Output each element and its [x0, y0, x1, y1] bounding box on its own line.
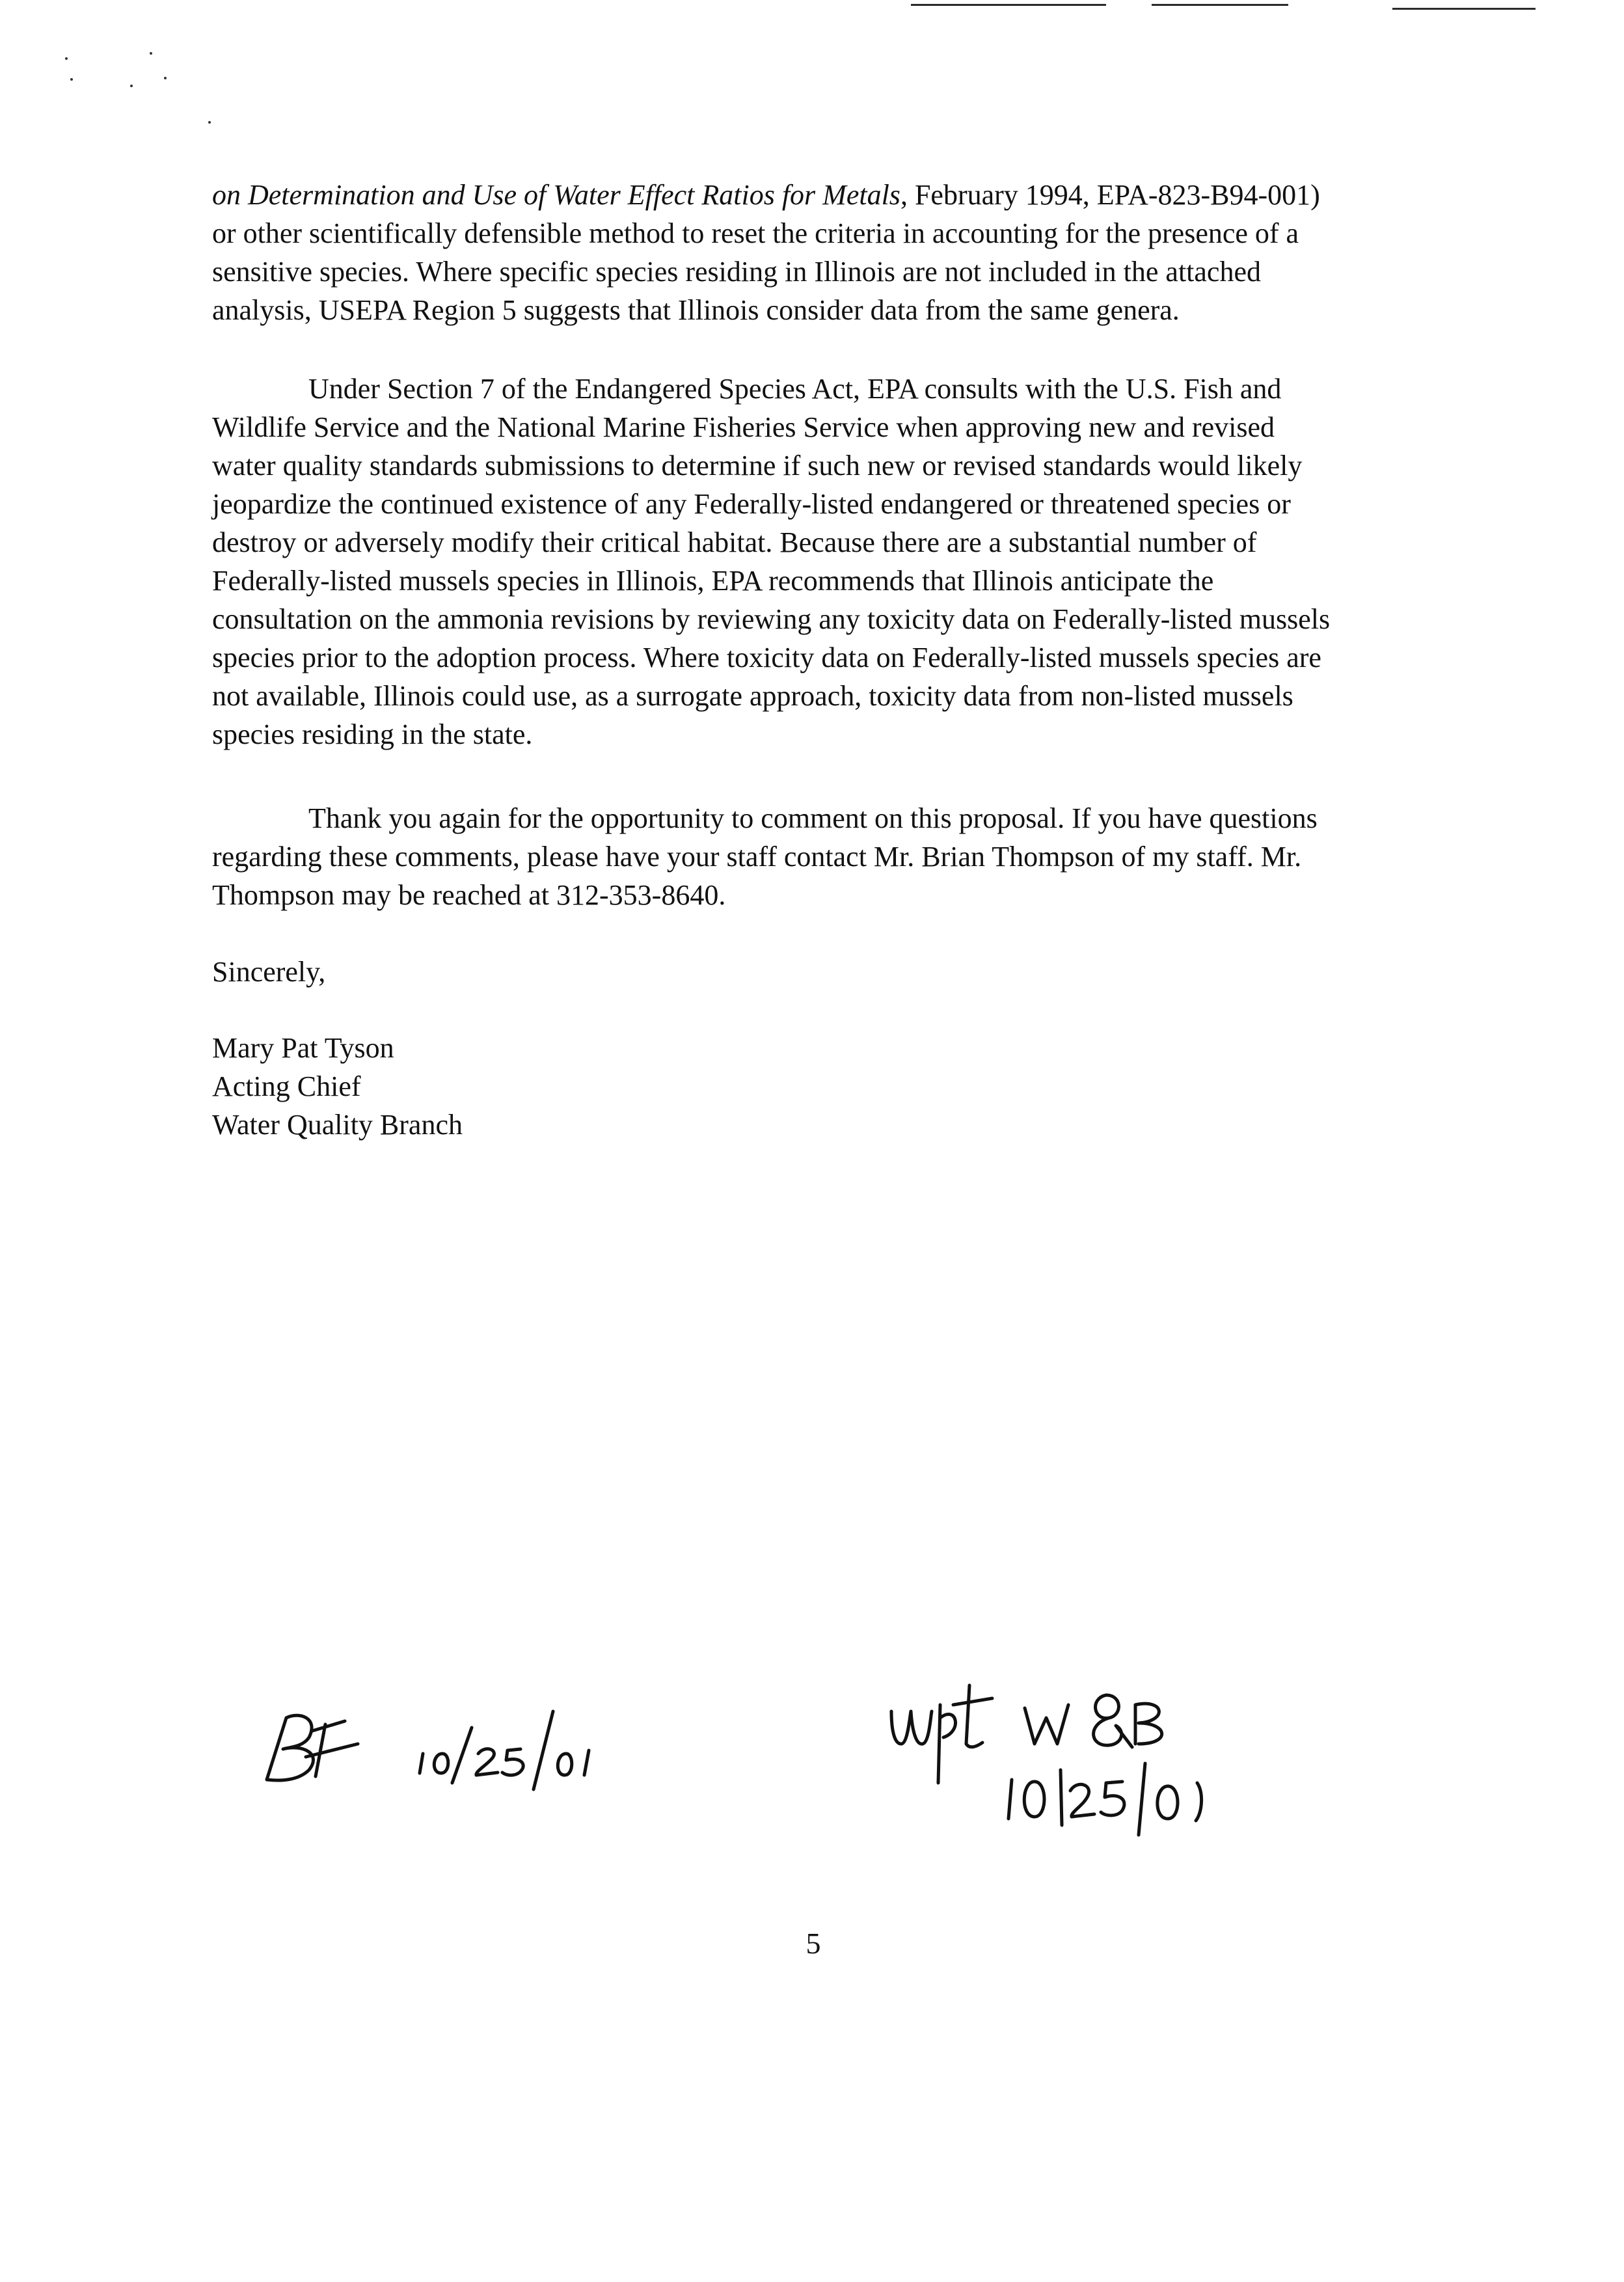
handwriting-stroke: [938, 1705, 956, 1783]
handwriting-stroke: [476, 1749, 498, 1775]
scan-speck: [164, 77, 167, 79]
handwriting-stroke: [1094, 1695, 1132, 1747]
page-number: 5: [805, 1927, 821, 1960]
signatory-title: Acting Chief: [212, 1070, 361, 1102]
closing-salutation: Sincerely,: [212, 956, 326, 988]
scan-speck: [70, 78, 73, 81]
handwriting-stroke: [1024, 1782, 1044, 1817]
handwriting-stroke: [420, 1754, 423, 1773]
handwriting-stroke: [558, 1754, 571, 1775]
paragraph-2-line: species residing in the state.: [212, 718, 533, 750]
signatory-branch: Water Quality Branch: [212, 1109, 463, 1141]
signatory-name: Mary Pat Tyson: [212, 1032, 394, 1064]
paragraph-3-line: Thank you again for the opportunity to comment on this proposal. If you have questions: [308, 802, 1318, 834]
scan-artifact-rule: [911, 4, 1106, 6]
paragraph-3-line: regarding these comments, please have your staff contact Mr. Brian Thompson of my staff. Mr.: [212, 841, 1302, 873]
paragraph-2-line: Wildlife Service and the National Marine Fisheries Service when approving new and revised: [212, 411, 1275, 443]
handwriting-stroke: [434, 1754, 448, 1773]
paragraph-1-line-4: analysis, USEPA Region 5 suggests that Illinois consider data from the same genera.: [212, 294, 1180, 326]
handwriting-stroke: [1196, 1783, 1202, 1821]
handwriting-stroke: [1061, 1770, 1062, 1825]
paragraph-3-line: Thompson may be reached at 312-353-8640.: [212, 879, 726, 911]
handwriting-stroke: [267, 1715, 313, 1780]
citation-rest: , February 1994, EPA-823-B94-001): [900, 179, 1320, 211]
scan-artifact-rule: [1152, 4, 1288, 6]
handwriting-stroke: [953, 1685, 992, 1747]
handwriting-stroke: [584, 1750, 589, 1775]
scan-speck: [130, 85, 133, 87]
handwriting-stroke: [534, 1711, 553, 1789]
handwriting-stroke: [306, 1721, 358, 1776]
handwriting-stroke: [1135, 1704, 1162, 1744]
handwritten-initials-right: [878, 1672, 1282, 1841]
scan-artifact-rule: [1392, 8, 1536, 10]
paragraph-1-line-1: [212, 176, 1500, 214]
handwriting-stroke: [452, 1728, 472, 1783]
paragraph-2-line: jeopardize the continued existence of any Federally-listed endangered or threatened species or: [212, 488, 1291, 520]
paragraph-3: [212, 799, 1500, 914]
handwriting-stroke: [1101, 1782, 1124, 1815]
paragraph-2-line: species prior to the adoption process. Where toxicity data on Federally-listed mussels species are: [212, 642, 1321, 673]
handwriting-stroke: [1070, 1784, 1094, 1817]
handwriting-stroke: [502, 1749, 523, 1775]
scan-speck: [150, 52, 152, 55]
paragraph-1-line-3: sensitive species. Where specific species residing in Illinois are not included in the attached: [212, 256, 1261, 288]
paragraph-1: [212, 176, 1500, 329]
closing: [212, 953, 1500, 991]
handwriting-stroke: [891, 1711, 932, 1744]
paragraph-1-line-2: or other scientifically defensible method to reset the criteria in accounting for the presence of a: [212, 217, 1299, 249]
paragraph-2-line: consultation on the ammonia revisions by reviewing any toxicity data on Federally-listed mussels: [212, 603, 1331, 635]
paragraph-2-line: destroy or adversely modify their critical habitat. Because there are a substantial number of: [212, 526, 1257, 558]
handwritten-initials-left: [247, 1692, 638, 1796]
handwriting-stroke: [1025, 1705, 1068, 1744]
paragraph-2-line: water quality standards submissions to determine if such new or revised standards would likely: [212, 450, 1303, 482]
handwriting-stroke: [1139, 1763, 1145, 1835]
scan-speck: [208, 121, 211, 124]
handwriting-stroke: [1008, 1780, 1012, 1819]
paragraph-2-line: not available, Illinois could use, as a surrogate approach, toxicity data from non-listed mussels: [212, 680, 1293, 712]
paragraph-2-line: Under Section 7 of the Endangered Species Act, EPA consults with the U.S. Fish and: [308, 373, 1282, 405]
citation-title: on Determination and Use of Water Effect Ratios for Metals: [212, 179, 900, 211]
signature-block: [212, 1029, 1500, 1144]
paragraph-2: [212, 370, 1500, 754]
paragraph-2-line: Federally-listed mussels species in Illinois, EPA recommends that Illinois anticipate the: [212, 565, 1214, 597]
handwriting-stroke: [1157, 1786, 1178, 1819]
scan-speck: [65, 57, 68, 60]
